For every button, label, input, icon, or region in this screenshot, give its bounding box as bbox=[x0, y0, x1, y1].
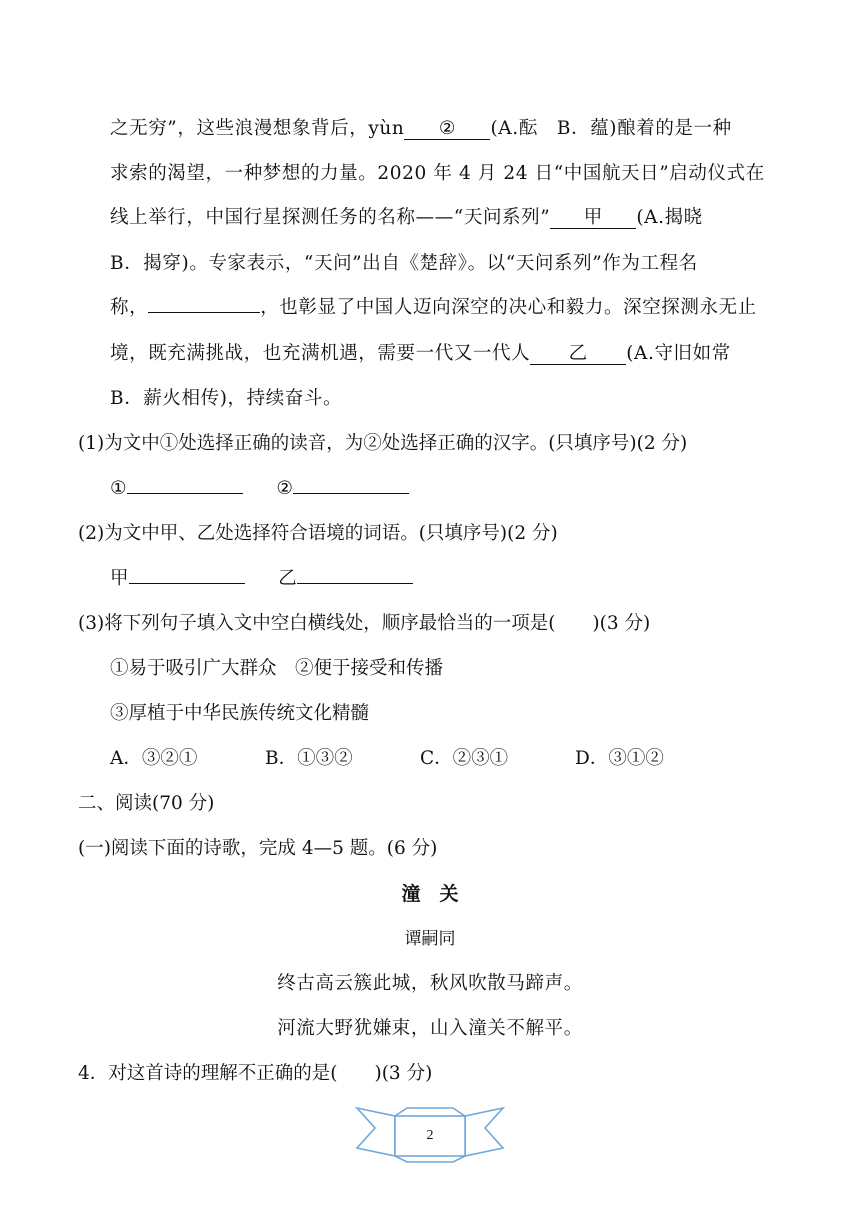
option-a[interactable]: A．③②① bbox=[110, 748, 198, 769]
passage-line-3 bbox=[110, 206, 703, 230]
blank-jia: 甲 bbox=[550, 208, 636, 229]
question-3: (3)将下列句子填入文中空白横线处，顺序最恰当的一项是( )(3 分) bbox=[78, 613, 651, 634]
passage-text: 之无穷”，这些浪漫想象背后，yùn bbox=[110, 118, 405, 139]
passage-line-5 bbox=[110, 296, 757, 320]
question-3-sentences-1: ①易于吸引广大群众 ②便于接受和传播 bbox=[110, 658, 444, 679]
question-2-answers bbox=[110, 567, 413, 591]
answer-label: 甲 bbox=[110, 568, 129, 589]
answer-label: 乙 bbox=[278, 568, 297, 589]
option-d[interactable]: D．③①② bbox=[575, 748, 664, 769]
passage-text: (A.酝 B．蕴)酿着的是一种 bbox=[490, 118, 732, 139]
answer-label: ① bbox=[110, 478, 127, 499]
blank-sentence bbox=[148, 312, 260, 313]
passage-text: 称， bbox=[110, 297, 149, 318]
passage-text: 线上举行，中国行星探测任务的名称——“天问系列” bbox=[110, 207, 551, 228]
passage-line-7: B．薪火相传)，持续奋斗。 bbox=[110, 388, 343, 409]
question-2: (2)为文中甲、乙处选择符合语境的词语。(只填序号)(2 分) bbox=[78, 523, 558, 544]
blank-yi: 乙 bbox=[530, 344, 626, 365]
answer-blank-jia[interactable] bbox=[129, 583, 245, 584]
section-heading: 二、阅读(70 分) bbox=[78, 793, 215, 814]
poem-author: 谭嗣同 bbox=[404, 929, 456, 949]
subsection-heading: (一)阅读下面的诗歌，完成 4—5 题。(6 分) bbox=[78, 838, 438, 859]
passage-line-2: 求索的渴望，一种梦想的力量。2020 年 4 月 24 日“中国航天日”启动仪式在 bbox=[110, 163, 765, 184]
answer-blank-2[interactable] bbox=[293, 493, 409, 494]
poem-line-1: 终古高云簇此城，秋风吹散马蹄声。 bbox=[277, 973, 583, 994]
passage-text: ，也彰显了中国人迈向深空的决心和毅力。深空探测永无止 bbox=[260, 297, 757, 318]
answer-blank-yi[interactable] bbox=[297, 583, 413, 584]
option-b[interactable]: B．①③② bbox=[265, 748, 353, 769]
option-c[interactable]: C．②③① bbox=[420, 748, 509, 769]
passage-line-6 bbox=[110, 342, 731, 366]
question-1: (1)为文中①处选择正确的读音，为②处选择正确的汉字。(只填序号)(2 分) bbox=[78, 433, 688, 454]
page-number: 2 bbox=[426, 1128, 434, 1143]
question-3-sentences-2: ③厚植于中华民族传统文化精髓 bbox=[110, 703, 370, 724]
page-number-ribbon bbox=[355, 1102, 505, 1164]
answer-label: ② bbox=[276, 478, 293, 499]
passage-line-1 bbox=[110, 117, 732, 141]
poem-line-2: 河流大野犹嫌束，山入潼关不解平。 bbox=[277, 1018, 583, 1039]
passage-text: (A.守旧如常 bbox=[626, 343, 731, 364]
passage-text: (A.揭晓 bbox=[636, 207, 703, 228]
passage-line-4: B．揭穿)。专家表示，“天问”出自《楚辞》。以“天问系列”作为工程名 bbox=[110, 253, 698, 274]
passage-text: 境，既充满挑战，也充满机遇，需要一代又一代人 bbox=[110, 343, 531, 364]
poem-title: 潼 关 bbox=[401, 883, 459, 905]
question-4: 4．对这首诗的理解不正确的是( )(3 分) bbox=[78, 1063, 433, 1084]
answer-blank-1[interactable] bbox=[127, 493, 243, 494]
question-1-answers bbox=[110, 477, 409, 501]
blank-2: ② bbox=[404, 119, 490, 140]
